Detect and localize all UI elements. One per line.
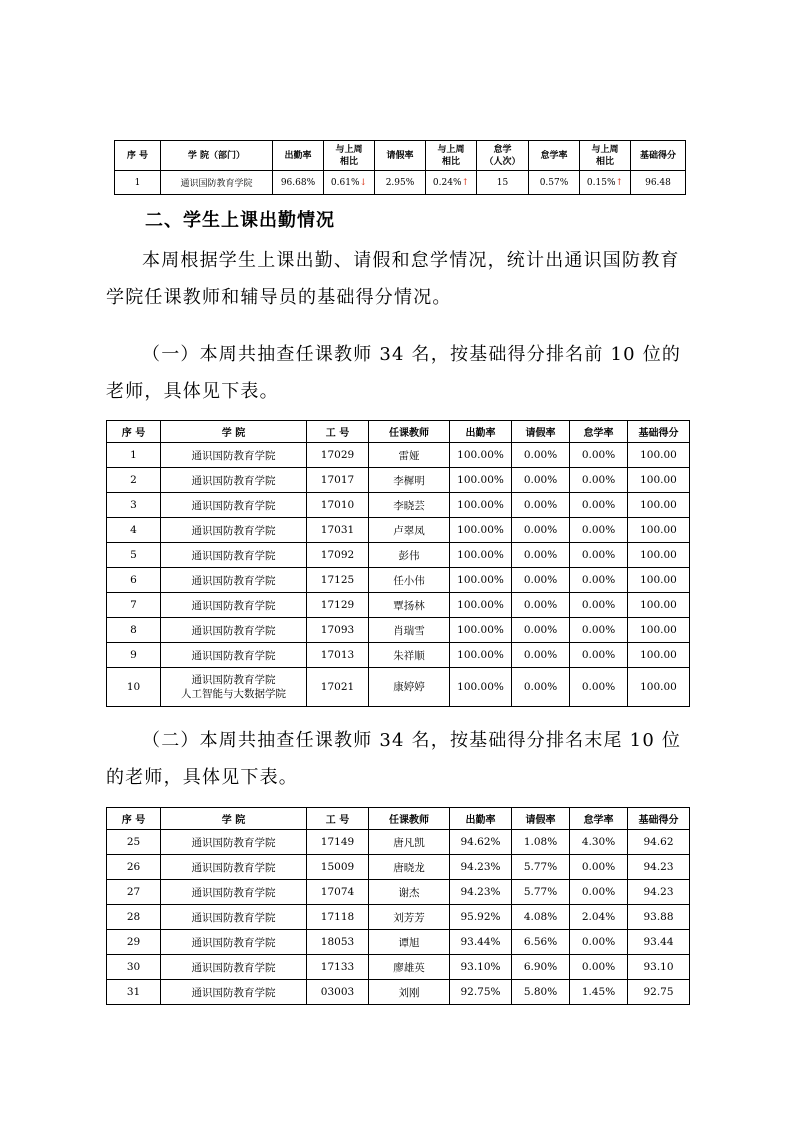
table-row [107,543,690,568]
cell-attendance: 100.00% [450,493,512,518]
table-row [107,880,690,905]
header-cell: 基础得分 [628,421,690,443]
cell-teacher: 唐凡凯 [369,830,450,855]
cell-teacher: 谢杰 [369,880,450,905]
header-cell: 工 号 [307,421,369,443]
cell-score: 93.10 [628,955,690,980]
cell-score: 100.00 [628,593,690,618]
cell-teacher: 李樨明 [369,468,450,493]
header-cell: 出勤率 [273,141,324,171]
summary-header-row [115,141,686,171]
cell-attendance-change [324,171,375,195]
cell-leave: 0.00% [512,618,570,643]
cell-college: 通识国防教育学院 [161,643,307,668]
cell-score: 100.00 [628,493,690,518]
header-cell: 怠学率 [529,141,580,171]
header-cell: 怠学率 [570,421,628,443]
cell-no: 9 [107,643,161,668]
table-row [107,643,690,668]
cell-teacher: 朱祥顺 [369,643,450,668]
cell-score: 100.00 [628,468,690,493]
cell-score: 100.00 [628,518,690,543]
bottom-teachers-table [106,807,690,1005]
cell-leave: 0.00% [512,443,570,468]
cell-no: 29 [107,930,161,955]
cell-college: 通识国防教育学院 [161,518,307,543]
cell-college: 通识国防教育学院 [161,618,307,643]
cell-leave: 0.00% [512,468,570,493]
header-cell: 基础得分 [631,141,686,171]
header-cell: 序 号 [115,141,161,171]
arrow-up-icon: ↑ [615,177,624,188]
cell-teacher: 谭旭 [369,930,450,955]
cell-truancy: 0.00% [570,643,628,668]
cell-no: 3 [107,493,161,518]
cell-score: 93.44 [628,930,690,955]
cell-attendance: 100.00% [450,468,512,493]
cell-truancy: 0.00% [570,493,628,518]
cell-leave: 0.00% [512,668,570,707]
cell-truancy: 0.00% [570,855,628,880]
arrow-up-icon: ↑ [461,177,470,188]
cell-score: 94.62 [628,830,690,855]
header-cell: 工 号 [307,808,369,830]
header-cell: 怠学率 [570,808,628,830]
cell-id: 18053 [307,930,369,955]
cell-college: 通识国防教育学院 [161,568,307,593]
cell-attendance: 100.00% [450,568,512,593]
change-value: 0.61% [330,177,360,188]
cell-score: 100.00 [628,543,690,568]
cell-college: 通识国防教育学院 [161,468,307,493]
header-cell: 基础得分 [628,808,690,830]
cell-id: 17149 [307,830,369,855]
cell-truancy: 0.00% [570,518,628,543]
cell-teacher: 肖瑞雪 [369,618,450,643]
table-row [107,855,690,880]
table-row [107,668,690,707]
cell-no: 10 [107,668,161,707]
cell-leave: 0.00% [512,568,570,593]
header-cell: 任课教师 [369,808,450,830]
cell-id: 17092 [307,543,369,568]
cell-score: 94.23 [628,880,690,905]
cell-score: 93.88 [628,905,690,930]
cell-college: 通识国防教育学院 [161,930,307,955]
cell-no: 2 [107,468,161,493]
cell-college: 通识国防教育学院 人工智能与大数据学院 [161,668,307,707]
cell-college: 通识国防教育学院 [161,955,307,980]
table-row [107,443,690,468]
table-row [107,593,690,618]
header-cell: 学 院（部门） [161,141,273,171]
cell-college: 通识国防教育学院 [161,443,307,468]
cell-leave: 5.80% [512,980,570,1005]
cell-id: 17031 [307,518,369,543]
cell-leave: 0.00% [512,493,570,518]
cell-id: 17013 [307,643,369,668]
cell-leave: 4.08% [512,905,570,930]
cell-id: 17010 [307,493,369,518]
cell-id: 17129 [307,593,369,618]
table-row [107,830,690,855]
header-cell: 序 号 [107,808,161,830]
header-cell: 出勤率 [450,421,512,443]
cell-college: 通识国防教育学院 [161,830,307,855]
cell-truancy-count: 15 [477,171,529,195]
cell-teacher: 覃扬林 [369,593,450,618]
cell-leave: 1.08% [512,830,570,855]
cell-id: 17118 [307,905,369,930]
table-row [107,980,690,1005]
cell-leave-change [426,171,477,195]
cell-attendance: 93.44% [450,930,512,955]
cell-attendance: 92.75% [450,980,512,1005]
header-cell: 与上周 相比 [426,141,477,171]
cell-no: 31 [107,980,161,1005]
cell-attendance: 94.23% [450,855,512,880]
table-row [107,468,690,493]
cell-score: 100.00 [628,443,690,468]
cell-id: 17125 [307,568,369,593]
cell-truancy: 0.00% [570,543,628,568]
header-cell: 学 院 [161,421,307,443]
cell-id: 17133 [307,955,369,980]
cell-id: 17021 [307,668,369,707]
cell-college: 通识国防教育学院 [161,980,307,1005]
table-row [107,518,690,543]
table-row [107,493,690,518]
cell-attendance: 96.68% [273,171,324,195]
cell-leave: 5.77% [512,880,570,905]
cell-id: 15009 [307,855,369,880]
cell-no: 1 [107,443,161,468]
cell-college: 通识国防教育学院 [161,543,307,568]
cell-truancy: 0.00% [570,568,628,593]
cell-teacher: 唐晓龙 [369,855,450,880]
cell-truancy: 0.00% [570,593,628,618]
paragraph-top-ten: （一）本周共抽查任课教师 34 名，按基础得分排名前 10 位的老师，具体见下表。 [106,344,682,402]
cell-teacher: 康婷婷 [369,668,450,707]
cell-id: 17029 [307,443,369,468]
top-teachers-table [106,420,690,707]
cell-college: 通识国防教育学院 [161,171,273,195]
cell-teacher: 刘芳芳 [369,905,450,930]
paragraph-intro: 本周根据学生上课出勤、请假和怠学情况，统计出通识国防教育学院任课教师和辅导员的基础得分情况。 [106,250,680,308]
cell-score: 100.00 [628,618,690,643]
cell-leave: 6.56% [512,930,570,955]
change-value: 0.15% [586,177,616,188]
header-cell: 任课教师 [369,421,450,443]
change-value: 0.24% [432,177,462,188]
cell-attendance: 100.00% [450,443,512,468]
cell-truancy: 0.00% [570,618,628,643]
cell-no: 28 [107,905,161,930]
cell-attendance: 100.00% [450,593,512,618]
cell-no: 25 [107,830,161,855]
cell-no: 26 [107,855,161,880]
cell-truancy-change [580,171,631,195]
cell-id: 17093 [307,618,369,643]
cell-college: 通识国防教育学院 [161,493,307,518]
cell-teacher: 雷娅 [369,443,450,468]
cell-no: 6 [107,568,161,593]
cell-attendance: 100.00% [450,618,512,643]
cell-truancy: 1.45% [570,980,628,1005]
cell-college: 通识国防教育学院 [161,880,307,905]
cell-score: 100.00 [628,668,690,707]
cell-attendance: 93.10% [450,955,512,980]
cell-teacher: 廖雄英 [369,955,450,980]
cell-no: 1 [115,171,161,195]
cell-attendance: 100.00% [450,643,512,668]
summary-data-row [115,171,686,195]
cell-score: 92.75 [628,980,690,1005]
header-cell: 出勤率 [450,808,512,830]
cell-truancy: 2.04% [570,905,628,930]
header-cell: 序 号 [107,421,161,443]
header-cell: 怠学 （人次） [477,141,529,171]
cell-attendance: 100.00% [450,543,512,568]
cell-id: 03003 [307,980,369,1005]
cell-score: 100.00 [628,568,690,593]
table-row [107,568,690,593]
cell-truancy-rate: 0.57% [529,171,580,195]
cell-teacher: 李晓芸 [369,493,450,518]
header-row [107,421,690,443]
cell-score: 94.23 [628,855,690,880]
cell-teacher: 任小伟 [369,568,450,593]
cell-truancy: 0.00% [570,880,628,905]
cell-no: 5 [107,543,161,568]
cell-teacher: 卢翠凤 [369,518,450,543]
cell-no: 27 [107,880,161,905]
header-cell: 与上周 相比 [324,141,375,171]
cell-teacher: 刘刚 [369,980,450,1005]
cell-truancy: 0.00% [570,955,628,980]
cell-attendance: 100.00% [450,518,512,543]
cell-truancy: 0.00% [570,468,628,493]
cell-no: 7 [107,593,161,618]
cell-attendance: 94.23% [450,880,512,905]
cell-leave: 0.00% [512,643,570,668]
cell-college: 通识国防教育学院 [161,855,307,880]
cell-truancy: 0.00% [570,668,628,707]
paragraph-bottom-ten: （二）本周共抽查任课教师 34 名，按基础得分排名末尾 10 位的老师，具体见下表。 [106,730,682,788]
cell-id: 17017 [307,468,369,493]
header-cell: 请假率 [375,141,426,171]
cell-leave: 5.77% [512,855,570,880]
cell-truancy: 0.00% [570,930,628,955]
cell-leave: 0.00% [512,593,570,618]
cell-attendance: 100.00% [450,668,512,707]
header-row [107,808,690,830]
table-row [107,905,690,930]
cell-college: 通识国防教育学院 [161,905,307,930]
section-heading: 二、学生上课出勤情况 [145,210,335,231]
header-cell: 与上周 相比 [580,141,631,171]
summary-table [114,140,686,195]
cell-college: 通识国防教育学院 [161,593,307,618]
cell-id: 17074 [307,880,369,905]
cell-truancy: 0.00% [570,443,628,468]
table-row [107,930,690,955]
cell-leave: 0.00% [512,543,570,568]
cell-attendance: 95.92% [450,905,512,930]
cell-leave: 2.95% [375,171,426,195]
header-cell: 请假率 [512,808,570,830]
cell-leave: 0.00% [512,518,570,543]
header-cell: 学 院 [161,808,307,830]
cell-no: 4 [107,518,161,543]
cell-leave: 6.90% [512,955,570,980]
cell-teacher: 彭伟 [369,543,450,568]
cell-no: 8 [107,618,161,643]
cell-no: 30 [107,955,161,980]
cell-score: 96.48 [631,171,686,195]
header-cell: 请假率 [512,421,570,443]
cell-attendance: 94.62% [450,830,512,855]
arrow-down-icon: ↓ [359,177,368,188]
cell-truancy: 4.30% [570,830,628,855]
table-row [107,955,690,980]
table-row [107,618,690,643]
cell-score: 100.00 [628,643,690,668]
